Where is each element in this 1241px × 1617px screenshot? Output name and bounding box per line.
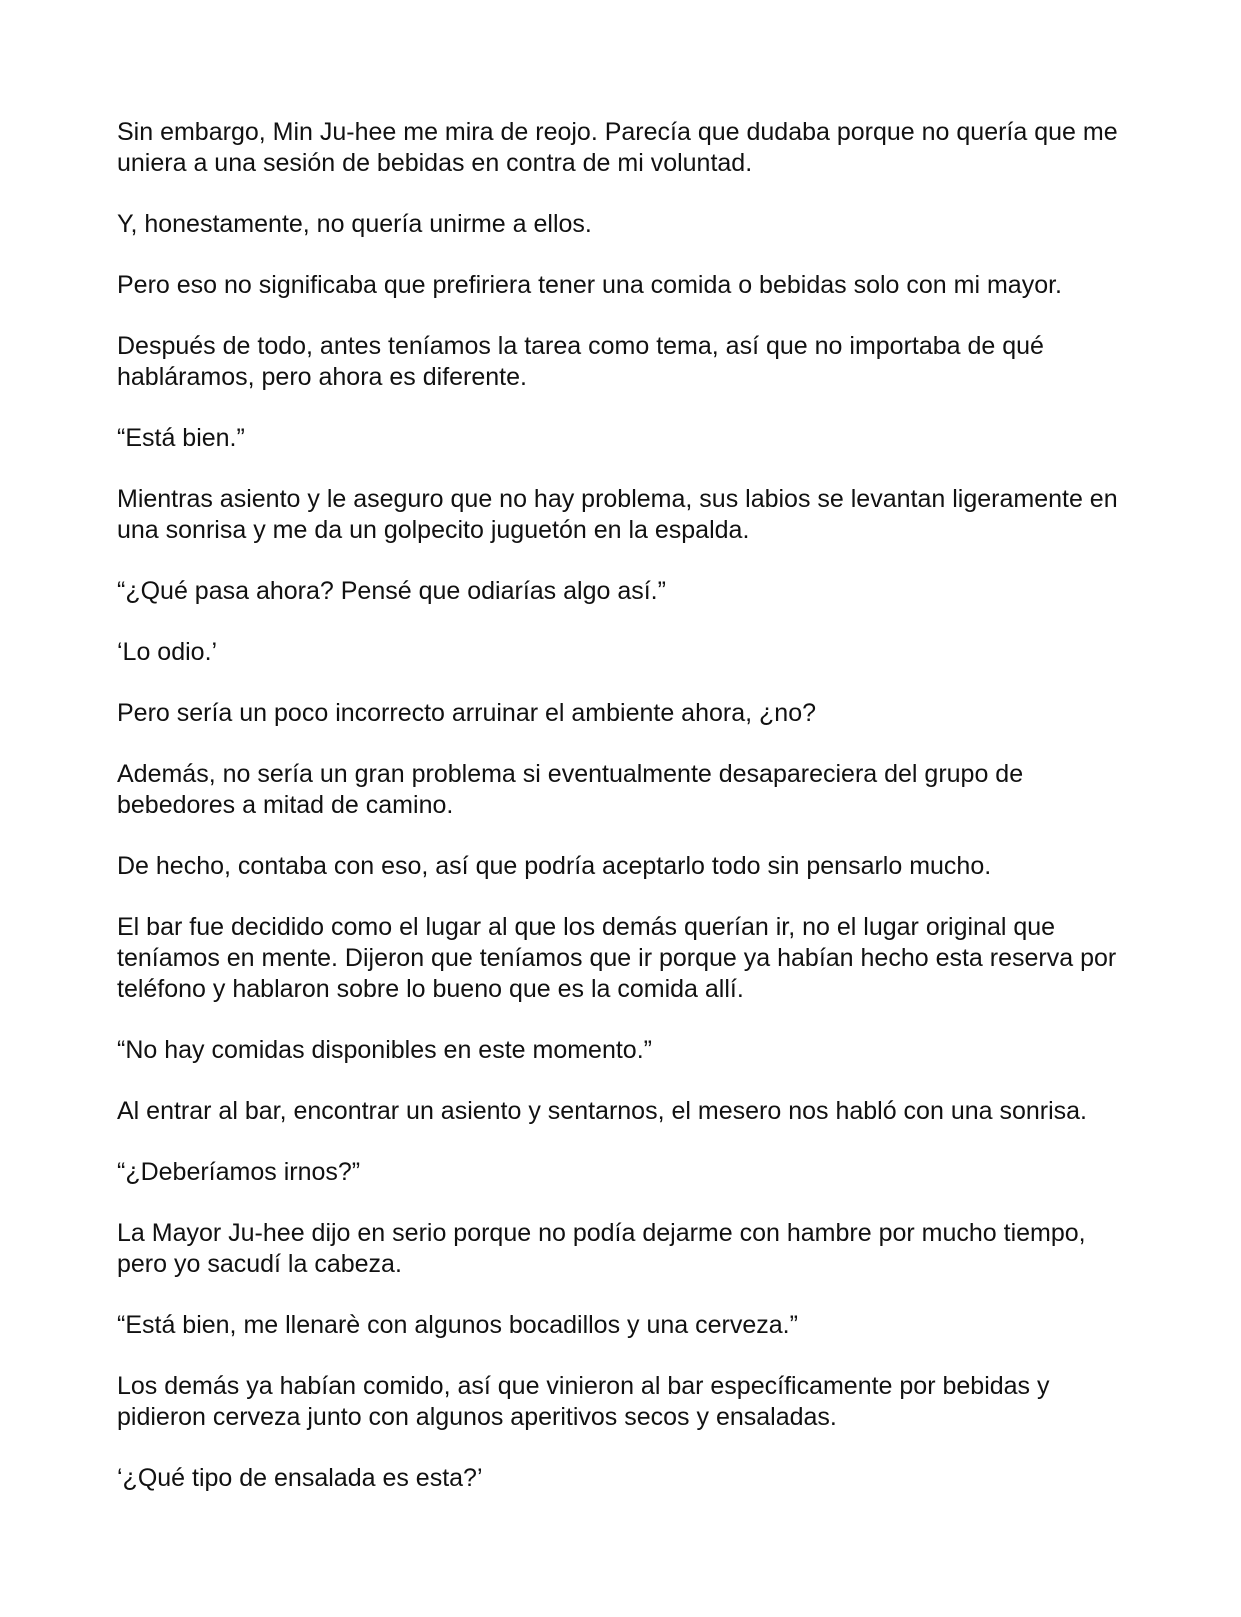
paragraph: ‘¿Qué tipo de ensalada es esta?’ — [117, 1464, 483, 1492]
paragraph: Y, honestamente, no quería unirme a ellos. — [117, 210, 592, 238]
paragraph: Los demás ya habían comido, así que vinieron al bar específicamente por bebidas y pidieron cerveza junto con algunos aperitivos secos y ensaladas. — [117, 1372, 1050, 1431]
paragraph: Después de todo, antes teníamos la tarea como tema, así que no importaba de qué habláramos, pero ahora es diferente. — [117, 332, 1044, 391]
paragraph: “¿Qué pasa ahora? Pensé que odiarías algo así.” — [117, 577, 666, 605]
paragraph: ‘Lo odio.’ — [117, 638, 218, 666]
paragraph: “No hay comidas disponibles en este momento.” — [117, 1036, 652, 1064]
paragraph: La Mayor Ju-hee dijo en serio porque no podía dejarme con hambre por mucho tiempo, pero yo sacudí la cabeza. — [117, 1219, 1086, 1278]
paragraph: Pero sería un poco incorrecto arruinar el ambiente ahora, ¿no? — [117, 699, 816, 727]
document-body — [117, 117, 1127, 1524]
paragraph: “Está bien.” — [117, 424, 245, 452]
paragraph: De hecho, contaba con eso, así que podría aceptarlo todo sin pensarlo mucho. — [117, 852, 992, 880]
paragraph: Además, no sería un gran problema si eventualmente desapareciera del grupo de bebedores a mitad de camino. — [117, 760, 1024, 819]
paragraph: “¿Deberíamos irnos?” — [117, 1158, 361, 1186]
paragraph: El bar fue decidido como el lugar al que los demás querían ir, no el lugar original que teníamos en mente. Dijeron que teníamos que ir porque ya habían hecho esta reserva por teléfono y hablaron sobre lo bueno que es la comida allí. — [117, 913, 1117, 1003]
paragraph: Sin embargo, Min Ju-hee me mira de reojo. Parecía que dudaba porque no quería que me uniera a una sesión de bebidas en contra de mi voluntad. — [117, 118, 1118, 177]
paragraph: Mientras asiento y le aseguro que no hay problema, sus labios se levantan ligeramente en una sonrisa y me da un golpecito juguetón en la espalda. — [117, 485, 1118, 544]
paragraph: Pero eso no significaba que prefiriera tener una comida o bebidas solo con mi mayor. — [117, 271, 1062, 299]
paragraph: “Está bien, me llenarè con algunos bocadillos y una cerveza.” — [117, 1311, 798, 1339]
paragraph: Al entrar al bar, encontrar un asiento y sentarnos, el mesero nos habló con una sonrisa. — [117, 1097, 1088, 1125]
